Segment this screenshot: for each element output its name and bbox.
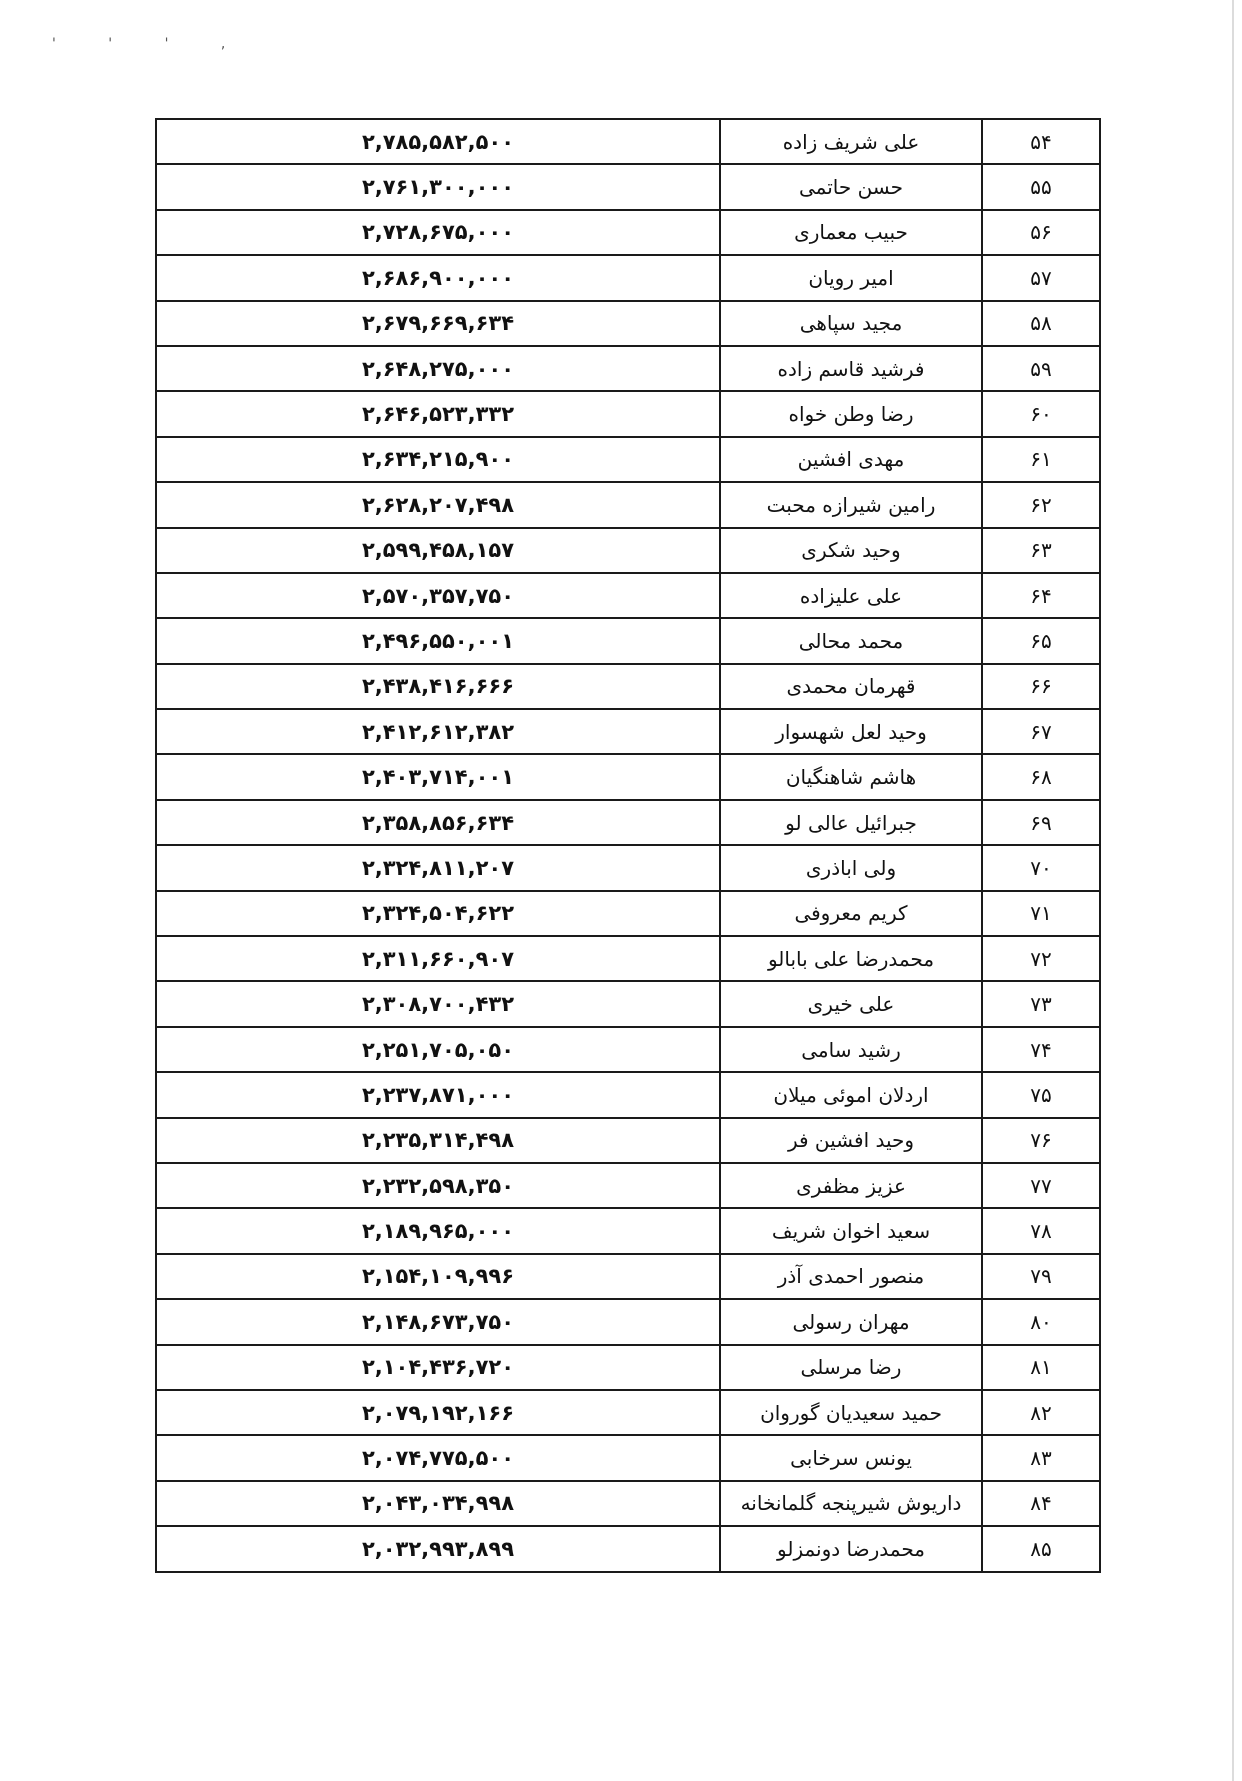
- table-row: [156, 1345, 1100, 1390]
- row-number-cell: ۷۰: [982, 845, 1100, 890]
- ranking-table: [155, 118, 1101, 1573]
- table-row: [156, 754, 1100, 799]
- table-row: [156, 1072, 1100, 1117]
- amount-cell: ۲,۱۵۴,۱۰۹,۹۹۶: [156, 1254, 720, 1299]
- row-number-cell: ۸۵: [982, 1526, 1100, 1571]
- amount-cell: ۲,۷۸۵,۵۸۲,۵۰۰: [156, 119, 720, 164]
- person-name-cell: مهران رسولی: [720, 1299, 982, 1344]
- row-number-cell: ۷۵: [982, 1072, 1100, 1117]
- amount-cell: ۲,۴۰۳,۷۱۴,۰۰۱: [156, 754, 720, 799]
- amount-cell: ۲,۱۴۸,۶۷۳,۷۵۰: [156, 1299, 720, 1344]
- person-name-cell: محمدرضا علی بابالو: [720, 936, 982, 981]
- table-row: [156, 119, 1100, 164]
- table-row: [156, 1208, 1100, 1253]
- person-name-cell: رضا مرسلی: [720, 1345, 982, 1390]
- table-row: [156, 164, 1100, 209]
- table-row: [156, 210, 1100, 255]
- person-name-cell: فرشید قاسم زاده: [720, 346, 982, 391]
- row-number-cell: ۷۶: [982, 1118, 1100, 1163]
- amount-cell: ۲,۶۴۶,۵۲۳,۳۳۲: [156, 391, 720, 436]
- row-number-cell: ۶۳: [982, 528, 1100, 573]
- person-name-cell: رامین شیرازه محبت: [720, 482, 982, 527]
- row-number-cell: ۶۰: [982, 391, 1100, 436]
- table-row: [156, 1526, 1100, 1571]
- person-name-cell: رشید سامی: [720, 1027, 982, 1072]
- row-number-cell: ۸۲: [982, 1390, 1100, 1435]
- person-name-cell: داریوش شیرپنجه گلمانخانه: [720, 1481, 982, 1526]
- table-row: [156, 709, 1100, 754]
- row-number-cell: ۶۴: [982, 573, 1100, 618]
- amount-cell: ۲,۵۷۰,۳۵۷,۷۵۰: [156, 573, 720, 618]
- person-name-cell: سعید اخوان شریف: [720, 1208, 982, 1253]
- person-name-cell: منصور احمدی آذر: [720, 1254, 982, 1299]
- row-number-cell: ۷۷: [982, 1163, 1100, 1208]
- row-number-cell: ۵۵: [982, 164, 1100, 209]
- row-number-cell: ۶۹: [982, 800, 1100, 845]
- row-number-cell: ۶۲: [982, 482, 1100, 527]
- amount-cell: ۲,۲۳۷,۸۷۱,۰۰۰: [156, 1072, 720, 1117]
- row-number-cell: ۸۳: [982, 1435, 1100, 1480]
- amount-cell: ۲,۲۳۵,۳۱۴,۴۹۸: [156, 1118, 720, 1163]
- amount-cell: ۲,۳۲۴,۵۰۴,۶۲۲: [156, 891, 720, 936]
- amount-cell: ۲,۶۳۴,۲۱۵,۹۰۰: [156, 437, 720, 482]
- table-row: [156, 573, 1100, 618]
- person-name-cell: علی علیزاده: [720, 573, 982, 618]
- amount-cell: ۲,۳۱۱,۶۶۰,۹۰۷: [156, 936, 720, 981]
- row-number-cell: ۶۵: [982, 618, 1100, 663]
- amount-cell: ۲,۲۵۱,۷۰۵,۰۵۰: [156, 1027, 720, 1072]
- person-name-cell: وحید شکری: [720, 528, 982, 573]
- person-name-cell: یونس سرخابی: [720, 1435, 982, 1480]
- person-name-cell: جبرائیل عالی لو: [720, 800, 982, 845]
- row-number-cell: ۶۸: [982, 754, 1100, 799]
- table-row: [156, 1481, 1100, 1526]
- amount-cell: ۲,۷۶۱,۳۰۰,۰۰۰: [156, 164, 720, 209]
- amount-cell: ۲,۵۹۹,۴۵۸,۱۵۷: [156, 528, 720, 573]
- amount-cell: ۲,۰۴۳,۰۳۴,۹۹۸: [156, 1481, 720, 1526]
- table-row: [156, 1254, 1100, 1299]
- person-name-cell: محمد محالی: [720, 618, 982, 663]
- row-number-cell: ۷۲: [982, 936, 1100, 981]
- row-number-cell: ۵۹: [982, 346, 1100, 391]
- table-row: [156, 1163, 1100, 1208]
- amount-cell: ۲,۶۸۶,۹۰۰,۰۰۰: [156, 255, 720, 300]
- amount-cell: ۲,۰۳۲,۹۹۳,۸۹۹: [156, 1526, 720, 1571]
- table-row: [156, 346, 1100, 391]
- person-name-cell: علی خیری: [720, 981, 982, 1026]
- table-row: [156, 1390, 1100, 1435]
- amount-cell: ۲,۳۵۸,۸۵۶,۶۳۴: [156, 800, 720, 845]
- table-row: [156, 482, 1100, 527]
- person-name-cell: علی شریف زاده: [720, 119, 982, 164]
- row-number-cell: ۸۱: [982, 1345, 1100, 1390]
- row-number-cell: ۶۶: [982, 664, 1100, 709]
- amount-cell: ۲,۱۸۹,۹۶۵,۰۰۰: [156, 1208, 720, 1253]
- table-row: [156, 936, 1100, 981]
- table-row: [156, 845, 1100, 890]
- person-name-cell: هاشم شاهنگیان: [720, 754, 982, 799]
- table-row: [156, 255, 1100, 300]
- person-name-cell: وحید افشین فر: [720, 1118, 982, 1163]
- row-number-cell: ۸۴: [982, 1481, 1100, 1526]
- row-number-cell: ۷۴: [982, 1027, 1100, 1072]
- row-number-cell: ۶۱: [982, 437, 1100, 482]
- page-edge-line: [1232, 0, 1234, 1781]
- person-name-cell: محمدرضا دونمزلو: [720, 1526, 982, 1571]
- amount-cell: ۲,۴۹۶,۵۵۰,۰۰۱: [156, 618, 720, 663]
- table-row: [156, 1435, 1100, 1480]
- amount-cell: ۲,۲۳۲,۵۹۸,۳۵۰: [156, 1163, 720, 1208]
- amount-cell: ۲,۴۳۸,۴۱۶,۶۶۶: [156, 664, 720, 709]
- person-name-cell: مجید سپاهی: [720, 301, 982, 346]
- person-name-cell: عزیز مظفری: [720, 1163, 982, 1208]
- table-row: [156, 391, 1100, 436]
- person-name-cell: امیر رویان: [720, 255, 982, 300]
- row-number-cell: ۷۹: [982, 1254, 1100, 1299]
- amount-cell: ۲,۱۰۴,۴۳۶,۷۲۰: [156, 1345, 720, 1390]
- amount-cell: ۲,۴۱۲,۶۱۲,۳۸۲: [156, 709, 720, 754]
- amount-cell: ۲,۳۲۴,۸۱۱,۲۰۷: [156, 845, 720, 890]
- table-row: [156, 891, 1100, 936]
- scan-marks: ' ' ' ,: [52, 36, 250, 52]
- amount-cell: ۲,۰۷۹,۱۹۲,۱۶۶: [156, 1390, 720, 1435]
- row-number-cell: ۵۷: [982, 255, 1100, 300]
- person-name-cell: مهدی افشین: [720, 437, 982, 482]
- table-row: [156, 1118, 1100, 1163]
- table-row: [156, 1027, 1100, 1072]
- amount-cell: ۲,۳۰۸,۷۰۰,۴۳۲: [156, 981, 720, 1026]
- row-number-cell: ۵۴: [982, 119, 1100, 164]
- row-number-cell: ۸۰: [982, 1299, 1100, 1344]
- row-number-cell: ۷۸: [982, 1208, 1100, 1253]
- person-name-cell: کریم معروفی: [720, 891, 982, 936]
- table-row: [156, 664, 1100, 709]
- row-number-cell: ۷۱: [982, 891, 1100, 936]
- person-name-cell: حمید سعیدیان گوروان: [720, 1390, 982, 1435]
- row-number-cell: ۷۳: [982, 981, 1100, 1026]
- table-row: [156, 437, 1100, 482]
- person-name-cell: رضا وطن خواه: [720, 391, 982, 436]
- person-name-cell: ولی اباذری: [720, 845, 982, 890]
- ranking-table-body: [156, 119, 1100, 1572]
- amount-cell: ۲,۰۷۴,۷۷۵,۵۰۰: [156, 1435, 720, 1480]
- table-row: [156, 301, 1100, 346]
- person-name-cell: قهرمان محمدی: [720, 664, 982, 709]
- person-name-cell: وحید لعل شهسوار: [720, 709, 982, 754]
- amount-cell: ۲,۶۴۸,۲۷۵,۰۰۰: [156, 346, 720, 391]
- row-number-cell: ۵۶: [982, 210, 1100, 255]
- table-row: [156, 1299, 1100, 1344]
- table-row: [156, 981, 1100, 1026]
- table-row: [156, 618, 1100, 663]
- amount-cell: ۲,۶۲۸,۲۰۷,۴۹۸: [156, 482, 720, 527]
- table-row: [156, 800, 1100, 845]
- person-name-cell: حسن حاتمی: [720, 164, 982, 209]
- row-number-cell: ۵۸: [982, 301, 1100, 346]
- amount-cell: ۲,۶۷۹,۶۶۹,۶۳۴: [156, 301, 720, 346]
- person-name-cell: حبیب معماری: [720, 210, 982, 255]
- table-row: [156, 528, 1100, 573]
- row-number-cell: ۶۷: [982, 709, 1100, 754]
- person-name-cell: اردلان اموئی میلان: [720, 1072, 982, 1117]
- amount-cell: ۲,۷۲۸,۶۷۵,۰۰۰: [156, 210, 720, 255]
